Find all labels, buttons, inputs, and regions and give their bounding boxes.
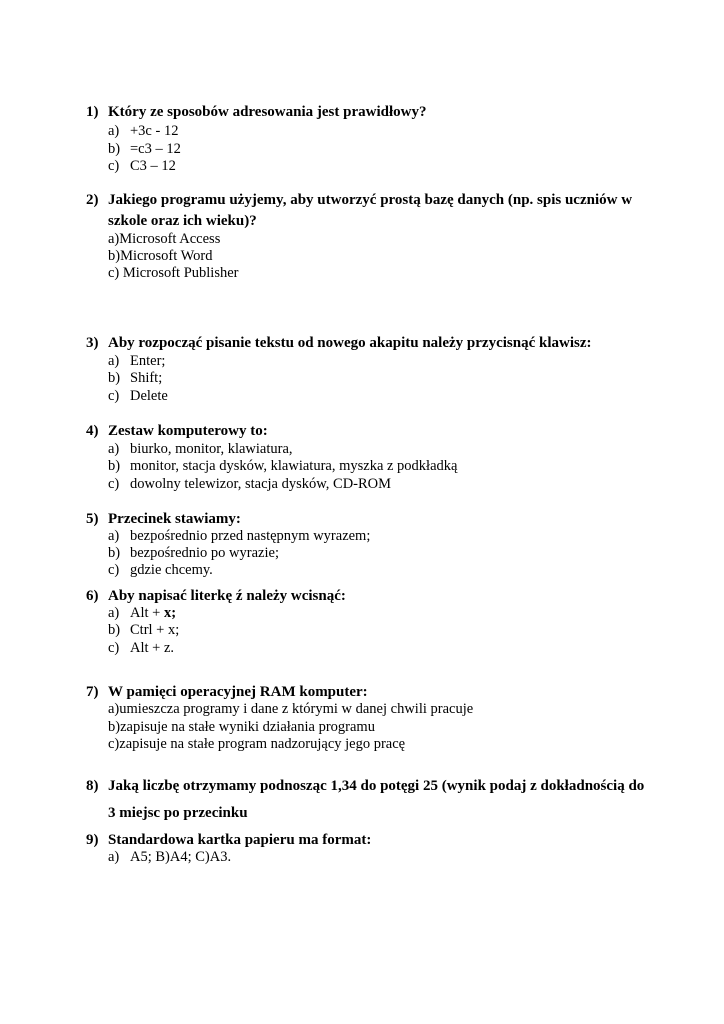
option-letter: b) xyxy=(108,458,121,474)
question-number: 7) xyxy=(86,684,99,700)
option-text: C3 – 12 xyxy=(130,158,176,174)
option-text: Alt + xyxy=(130,605,164,621)
option-letter: a) xyxy=(108,605,120,621)
option-text: Enter; xyxy=(130,353,166,369)
option-text: =c3 – 12 xyxy=(130,141,181,157)
option-text: Delete xyxy=(130,388,168,404)
option-text: a)umieszcza programy i dane z którymi w danej chwili pracuje xyxy=(108,701,474,717)
option-text: b)Microsoft Word xyxy=(108,248,213,264)
question-number: 2) xyxy=(86,192,99,208)
option-text-wrapper xyxy=(130,605,176,622)
option-text: Shift; xyxy=(130,370,163,386)
option-text: monitor, stacja dysków, klawiatura, myszka z podkładką xyxy=(130,458,458,474)
question-text: W pamięci operacyjnej RAM komputer: xyxy=(108,684,368,700)
option-letter: c) xyxy=(108,158,120,174)
question-text: Zestaw komputerowy to: xyxy=(108,423,268,439)
option-letter: b) xyxy=(108,141,121,157)
option-text: c) Microsoft Publisher xyxy=(108,265,239,281)
option-letter: c) xyxy=(108,562,120,578)
option-letter: c) xyxy=(108,476,120,492)
question-text: Aby napisać literkę ź należy wcisnąć: xyxy=(108,588,346,604)
option-text: bezpośrednio przed następnym wyrazem; xyxy=(130,528,371,544)
option-text: A5; B)A4; C)A3. xyxy=(130,849,232,865)
option-letter: b) xyxy=(108,622,121,638)
option-text: c)zapisuje na stałe program nadzorujący jego pracę xyxy=(108,736,406,752)
option-text: bezpośrednio po wyrazie; xyxy=(130,545,279,561)
option-letter: c) xyxy=(108,640,120,656)
question-text: Standardowa kartka papieru ma format: xyxy=(108,832,372,848)
question-text-line-2: szkole oraz ich wieku)? xyxy=(108,213,257,229)
question-text: Przecinek stawiamy: xyxy=(108,511,241,527)
option-text: +3c - 12 xyxy=(130,123,179,139)
question-number: 4) xyxy=(86,423,99,439)
question-text-line-1: Jaką liczbę otrzymamy podnosząc 1,34 do potęgi 25 (wynik podaj z dokładnością do xyxy=(108,778,645,794)
option-bold-tail: x; xyxy=(163,605,177,621)
option-text: gdzie chcemy. xyxy=(130,562,213,578)
question-number: 5) xyxy=(86,511,99,527)
option-letter: a) xyxy=(108,123,120,139)
question-number: 6) xyxy=(86,588,99,604)
question-number: 9) xyxy=(86,832,99,848)
option-letter: b) xyxy=(108,545,121,561)
option-letter: c) xyxy=(108,388,120,404)
option-letter: a) xyxy=(108,441,120,457)
option-letter: a) xyxy=(108,528,120,544)
option-text: a)Microsoft Access xyxy=(108,231,221,247)
question-text: Który ze sposobów adresowania jest prawidłowy? xyxy=(108,104,427,120)
option-text: biurko, monitor, klawiatura, xyxy=(130,441,293,457)
option-text: Alt + z. xyxy=(130,640,175,656)
option-letter: a) xyxy=(108,353,120,369)
option-letter: b) xyxy=(108,370,121,386)
question-text-line-2: 3 miejsc po przecinku xyxy=(108,805,248,821)
option-letter: a) xyxy=(108,849,120,865)
question-number: 8) xyxy=(86,778,99,794)
question-number: 1) xyxy=(86,104,99,120)
option-text: b)zapisuje na stałe wyniki działania programu xyxy=(108,719,375,735)
question-text: Aby rozpocząć pisanie tekstu od nowego akapitu należy przycisnąć klawisz: xyxy=(108,335,592,351)
option-text: Ctrl + x; xyxy=(130,622,180,638)
question-number: 3) xyxy=(86,335,99,351)
option-text: dowolny telewizor, stacja dysków, CD-ROM xyxy=(130,476,392,492)
question-text-line-1: Jakiego programu użyjemy, aby utworzyć prostą bazę danych (np. spis uczniów w xyxy=(108,192,633,208)
